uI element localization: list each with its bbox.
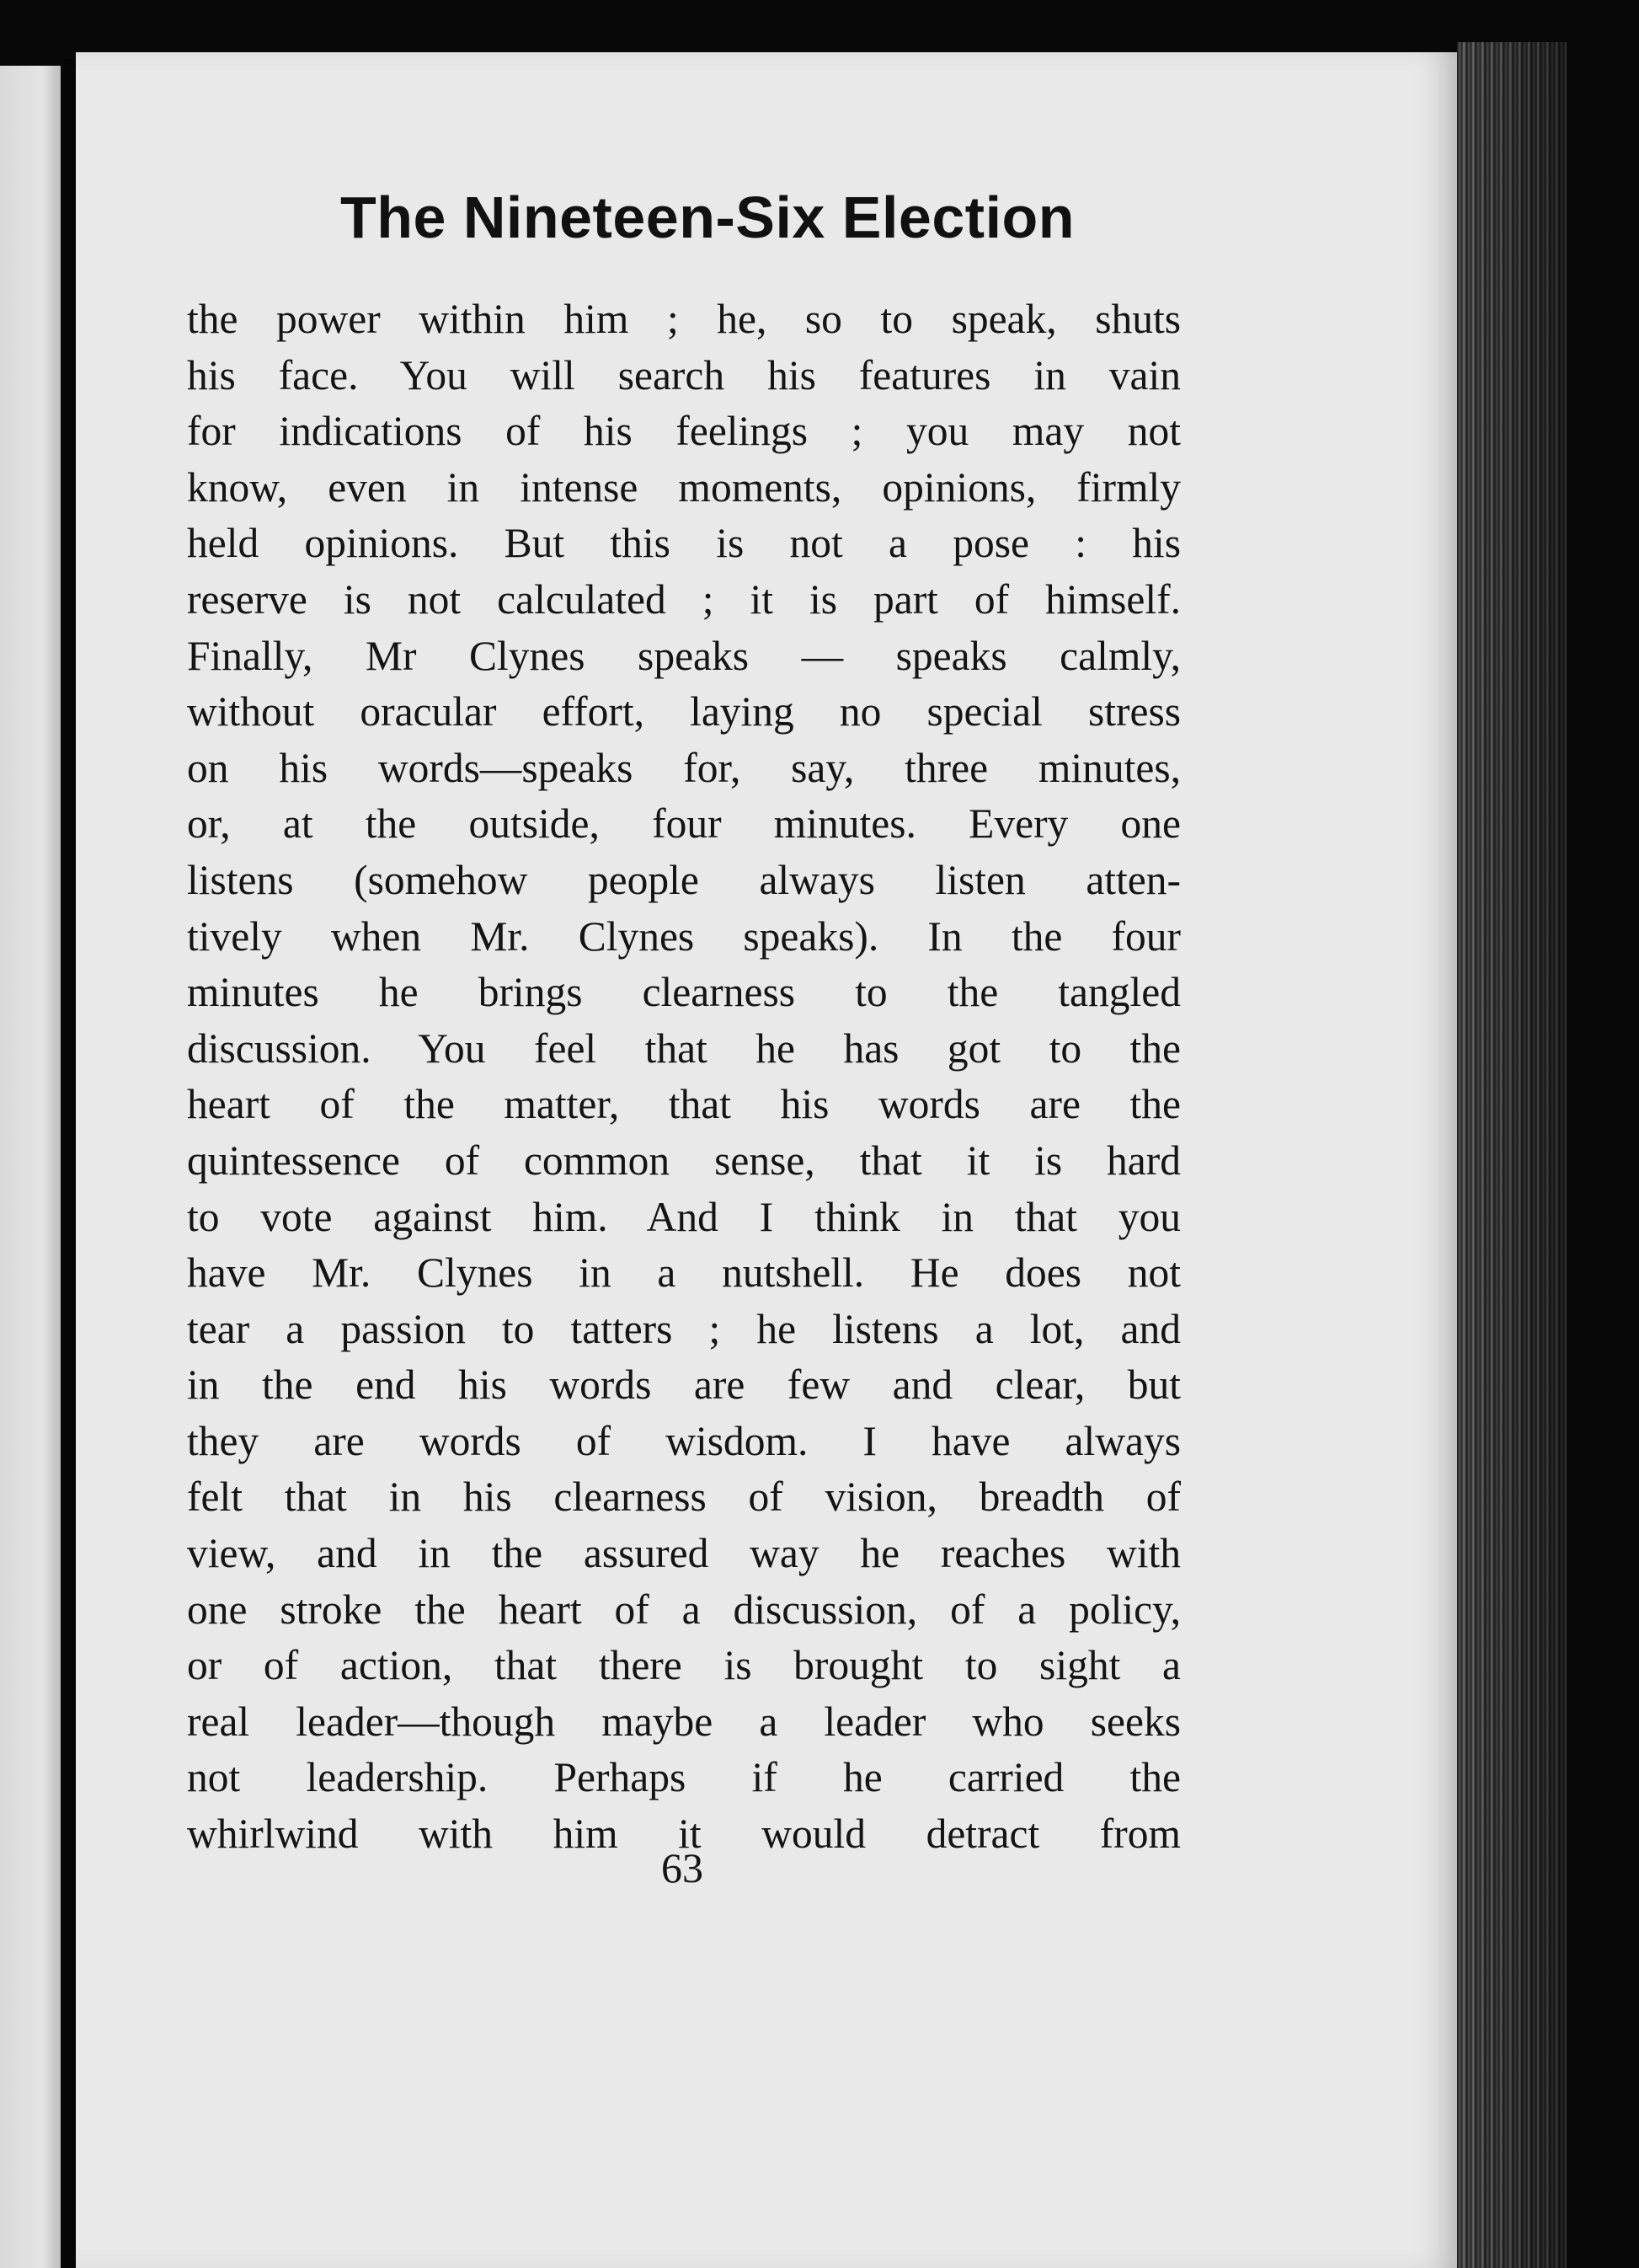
text-line: discussion. You feel that he has got to the bbox=[187, 1024, 1181, 1072]
text-line: view, and in the assured way he reaches with bbox=[187, 1530, 1181, 1577]
running-head: The Nineteen-Six Election bbox=[339, 185, 1076, 250]
text-line: in the end his words are few and clear, but bbox=[187, 1361, 1181, 1409]
text-line: Finally, Mr Clynes speaks — speaks calmly, bbox=[187, 632, 1181, 679]
text-line: listens (somehow people always listen atten- bbox=[187, 856, 1181, 903]
text-line: heart of the matter, that his words are the bbox=[187, 1081, 1181, 1128]
page-number: 63 bbox=[661, 1844, 703, 1891]
page-fore-edge-shadow bbox=[1457, 42, 1567, 2268]
text-line: without oracular effort, laying no special stress bbox=[187, 688, 1181, 735]
text-line: quintessence of common sense, that it is hard bbox=[187, 1137, 1181, 1184]
text-line: whirlwind with him it would detract from bbox=[187, 1811, 1181, 1858]
text-line: or of action, that there is brought to sight a bbox=[187, 1642, 1181, 1689]
text-line: real leader—though maybe a leader who seeks bbox=[187, 1698, 1181, 1745]
text-line: tear a passion to tatters ; he listens a lot, and bbox=[187, 1305, 1181, 1352]
text-line: for indications of his feelings ; you may not bbox=[187, 408, 1181, 455]
text-line: felt that in his clearness of vision, breadth of bbox=[187, 1474, 1181, 1521]
text-line: to vote against him. And I think in that you bbox=[187, 1193, 1181, 1240]
text-line: or, at the outside, four minutes. Every one bbox=[187, 800, 1181, 848]
text-line: on his words—speaks for, say, three minutes, bbox=[187, 744, 1181, 791]
text-line: know, even in intense moments, opinions, firmly bbox=[187, 463, 1181, 511]
book-gutter bbox=[64, 59, 76, 2268]
text-line: the power within him ; he, so to speak, shuts bbox=[187, 296, 1181, 342]
text-line: minutes he brings clearness to the tangled bbox=[187, 969, 1181, 1016]
text-line: reserve is not calculated ; it is part of himself. bbox=[187, 575, 1181, 623]
text-line: one stroke the heart of a discussion, of a policy, bbox=[187, 1586, 1181, 1633]
facing-page-edge bbox=[0, 66, 61, 2268]
text-line: not leadership. Perhaps if he carried the bbox=[187, 1754, 1181, 1801]
body-text bbox=[187, 292, 1181, 1863]
text-line: they are words of wisdom. I have always bbox=[187, 1417, 1181, 1464]
text-line: held opinions. But this is not a pose : his bbox=[187, 520, 1181, 567]
text-line: his face. You will search his features in vain bbox=[187, 351, 1181, 399]
text-line: have Mr. Clynes in a nutshell. He does not bbox=[187, 1249, 1181, 1297]
text-line: tively when Mr. Clynes speaks). In the four bbox=[187, 912, 1181, 960]
